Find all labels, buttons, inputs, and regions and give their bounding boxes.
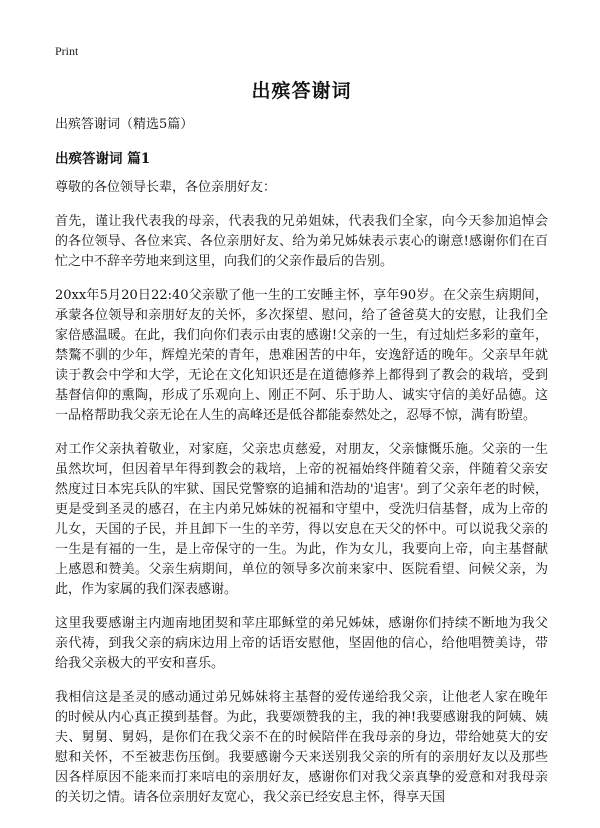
body-paragraph: 对工作父亲执着敬业，对家庭，父亲忠贞慈爱，对朋友，父亲慷慨乐施。父亲的一生虽然坎坷，但因着早年得到教会的栽培，上帝的祝福始终伴随着父亲，伴随着父亲安然度过日本宪兵队的牢狱、国民党警察的追捕和浩劫的'追害'。到了父亲年老的时候，更是受到圣灵的感召，在主内弟兄姊妹的祝福和守望中，受洗归信基督，成为上帝的儿女，天国的子民，并且卸下一生的辛劳，得以安息在天父的怀中。可以说我父亲的一生是有福的一生，是上帝保守的一生。为此，作为女儿，我要向上帝，向主基督献上感恩和赞美。父亲生病期间，单位的领导多次前来家中、医院看望、问候父亲，为此，作为家属的我们深表感谢。 xyxy=(55,442,548,597)
body-paragraph: 首先，谨让我代表我的母亲，代表我的兄弟姐妹，代表我们全家，向今天参加追悼会的各位领导、各位来宾、各位亲朋好友、给为弟兄姊妹表示衷心的谢意!感谢你们在百忙之中不辞辛劳地来到这里，向我们的父亲作最后的告别。 xyxy=(55,214,548,269)
salutation-paragraph: 尊敬的各位领导长辈，各位亲朋好友： xyxy=(55,180,277,195)
body-paragraph: 20xx年5月20日22:40父亲歇了他一生的工安睡主怀，享年90岁。在父亲生病期间，承蒙各位领导和亲朋好友的关怀，多次探望、慰问，给了爸爸莫大的安慰，让我们全家倍感温暖。在此，我们向你们表示由衷的感谢!父亲的一生，有过灿烂多彩的童年，禁驁不驯的少年，辉煌光荣的青年，患难困苦的中年，安逸舒适的晚年。父亲早年就读于教会中学和大学，无论在文化知识还是在道德修养上都得到了教会的栽培，受到基督信仰的熏陶，形成了乐观向上、刚正不阿、乐于助人、诚实守信的美好品德。这一品格帮助我父亲无论在人生的高峰还是低谷都能泰然处之，忍辱不惊，满有盼望。 xyxy=(55,288,548,423)
document-subtitle: 出殡答谢词（精选5篇） xyxy=(55,117,194,132)
body-paragraph: 我相信这是圣灵的感动通过弟兄姊妹将主基督的爱传递给我父亲，让他老人家在晚年的时候从内心真正摸到基督。为此，我要颂赞我的主，我的神!我要感谢我的阿姨、姨夫、舅舅、舅妈，是你们在我父亲不在的时候陪伴在我母亲的身边，带给她莫大的安慰和关怀，不至被悲伤压倒。我要感谢今天来送别我父亲的所有的亲朋好友以及那些因各样原因不能来而打来唁电的亲朋好友，感谢你们对我父亲真挚的爱意和对我母亲的关切之情。请各位亲朋好友宽心，我父亲已经安息主怀，得享天国 xyxy=(55,690,548,805)
print-link[interactable]: Print xyxy=(55,44,79,58)
section-heading: 出殡答谢词 篇1 xyxy=(55,151,151,167)
page-title: 出殡答谢词 xyxy=(251,80,352,102)
body-paragraph: 这里我要感谢主内迦南地团契和苹庄耶稣堂的弟兄姊妹，感谢你们持续不断地为我父亲代祷，到我父亲的病床边用上帝的话语安慰他，坚固他的信心，给他唱赞美诗，带给我父亲极大的平安和喜乐。 xyxy=(55,616,548,671)
